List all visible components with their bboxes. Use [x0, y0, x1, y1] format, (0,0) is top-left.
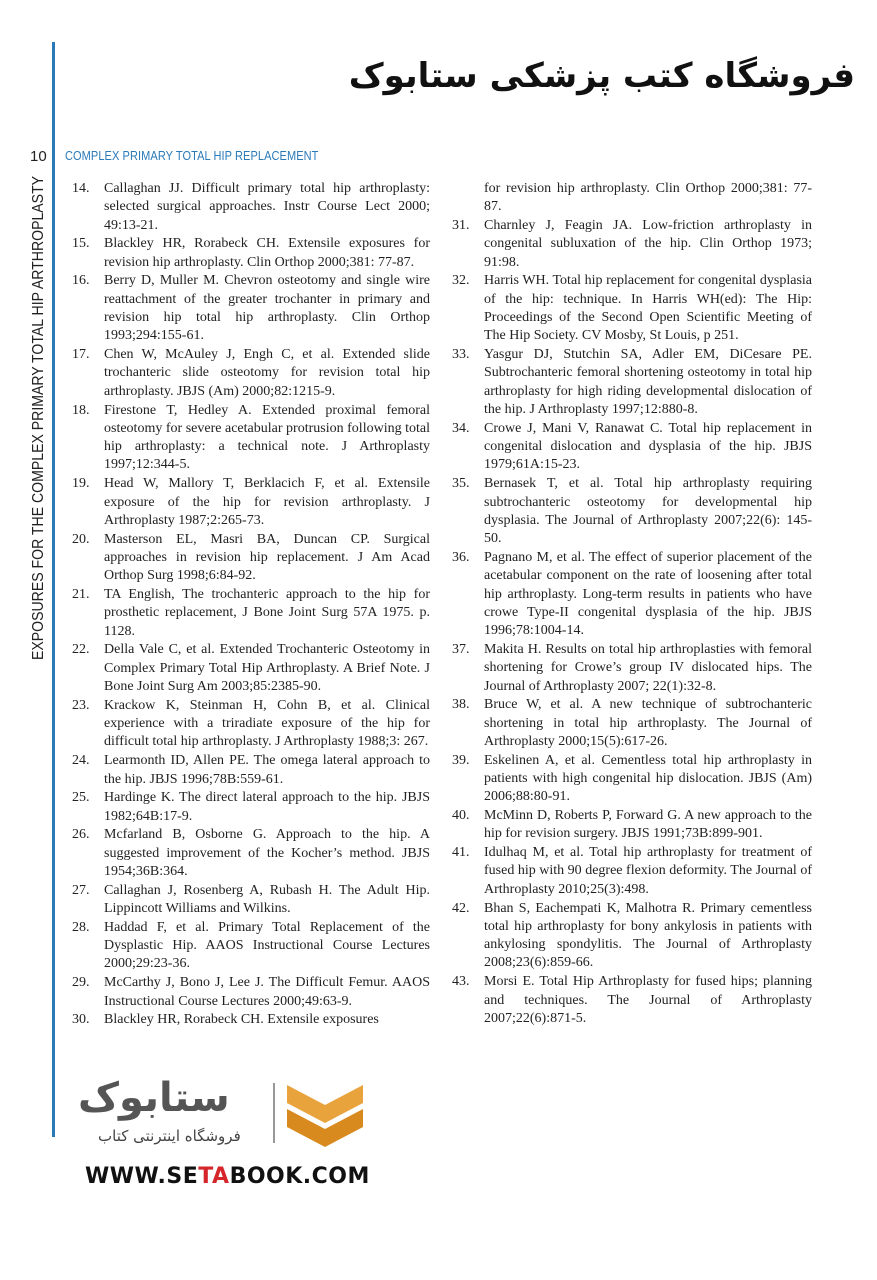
- reference-item: [452, 844, 812, 899]
- reference-item: [452, 549, 812, 640]
- reference-number: 30.: [72, 1012, 90, 1028]
- setabook-logo: [78, 1075, 378, 1155]
- page-number: 10: [30, 147, 47, 165]
- reference-text: Head W, Mallory T, Berklacich F, et al. Extensile exposure of the hip for revision arthroplasty. J Arthroplasty 1987;2:265-73.: [104, 476, 430, 528]
- margin-rule: [52, 42, 55, 1137]
- reference-text: McMinn D, Roberts P, Forward G. A new approach to the hip for revision surgery. JBJS 1991;73B:899-901.: [484, 808, 812, 842]
- reference-item: [72, 919, 430, 974]
- reference-text: Charnley J, Feagin JA. Low-friction arthroplasty in congenital subluxation of the hip. Clin Orthop 1973; 91:98.: [484, 218, 812, 270]
- reference-text: Hardinge K. The direct lateral approach to the hip. JBJS 1982;64B:17-9.: [104, 790, 430, 824]
- reference-number: 29.: [72, 975, 90, 991]
- reference-number: 43.: [452, 974, 470, 990]
- reference-number: 23.: [72, 697, 90, 713]
- reference-number: 25.: [72, 790, 90, 806]
- reference-item: [72, 641, 430, 696]
- reference-text: Eskelinen A, et al. Cementless total hip arthroplasty in patients with high congenital hip dislocation. JBJS (Am) 2006;88:80-91.: [484, 752, 812, 805]
- reference-text: Idulhaq M, et al. Total hip arthroplasty for treatment of fused hip with 90 degree flexion deformity. The Journal of Arthroplasty 2010;25(3):498.: [484, 845, 812, 897]
- chevron-emblem-icon: [283, 1079, 368, 1151]
- reference-text: Harris WH. Total hip replacement for congenital dysplasia of the hip: technique. In Harris WH(ed): The Hip: Proceedings of the Second Open Scientific Meeting of The Hip Society. CV Mosby, St Louis, p 251.: [484, 273, 812, 344]
- reference-number: 31.: [452, 218, 470, 234]
- reference-number: 19.: [72, 476, 90, 492]
- reference-item: [72, 882, 430, 919]
- reference-item: [452, 696, 812, 751]
- reference-number: 21.: [72, 587, 90, 603]
- reference-number: 17.: [72, 347, 90, 363]
- reference-item: [452, 346, 812, 419]
- reference-text: TA English, The trochanteric approach to the hip for prosthetic replacement, J Bone Joint Surg 57A 1975. p. 1128.: [104, 587, 430, 639]
- reference-text: McCarthy J, Bono J, Lee J. The Difficult Femur. AAOS Instructional Course Lectures 2000;49:63-9.: [104, 975, 430, 1009]
- logo-subtitle: فروشگاه اینترنتی کتاب: [98, 1127, 241, 1145]
- reference-text: Blackley HR, Rorabeck CH. Extensile exposures for revision hip arthroplasty. Clin Orthop 2000;381: 77-87.: [104, 236, 430, 270]
- reference-item: [452, 217, 812, 272]
- reference-number: 24.: [72, 753, 90, 769]
- reference-text: Yasgur DJ, Stutchin SA, Adler EM, DiCesare PE. Subtrochanteric femoral shortening osteotomy in total hip arthroplasty for high riding developmental dislocation of the hip. J Arthroplasty 1997;12:880-8.: [484, 347, 812, 418]
- reference-text: Bernasek T, et al. Total hip arthroplasty requiring subtrochanteric osteotomy for developmental hip dysplasia. The Journal of Arthroplasty 2007;22(6): 145-50.: [484, 476, 812, 547]
- reference-number: 39.: [452, 752, 470, 768]
- reference-item: [72, 235, 430, 272]
- reference-text: Haddad F, et al. Primary Total Replacement of the Dysplastic Hip. AAOS Instructional Course Lectures 2000;29:23-36.: [104, 919, 430, 972]
- reference-item: [452, 641, 812, 696]
- reference-number: 16.: [72, 273, 90, 289]
- reference-item: [72, 974, 430, 1011]
- references-column-left: [72, 180, 430, 1030]
- website-accent: TA: [198, 1164, 230, 1189]
- reference-text: Callaghan J, Rosenberg A, Rubash H. The Adult Hip. Lippincott Williams and Wilkins.: [104, 882, 430, 917]
- reference-text: Callaghan JJ. Difficult primary total hip arthroplasty: selected surgical approaches. Instr Course Lect 2000; 49:13-21.: [104, 181, 430, 233]
- reference-text: Bruce W, et al. A new technique of subtrochanteric shortening in total hip arthroplasty. The Journal of Arthroplasty 2000;15(5):617-26.: [484, 697, 812, 749]
- reference-number: 32.: [452, 273, 470, 289]
- reference-text: Bhan S, Eachempati K, Malhotra R. Primary cementless total hip arthroplasty for bony ankylosis in patients with ankylosing spondylitis. The Journal of Arthroplasty 2008;23(6):859-66.: [484, 900, 812, 971]
- reference-continuation: for revision hip arthroplasty. Clin Orthop 2000;381: 77-87.: [484, 181, 812, 215]
- reference-item: [72, 402, 430, 475]
- reference-number: 38.: [452, 697, 470, 713]
- reference-number: 27.: [72, 882, 90, 898]
- reference-item: [72, 475, 430, 530]
- reference-text: Blackley HR, Rorabeck CH. Extensile exposures: [104, 1012, 379, 1028]
- store-watermark-title: فروشگاه کتب پزشکی ستابوک: [348, 56, 855, 96]
- reference-number: 35.: [452, 476, 470, 492]
- reference-item: [72, 346, 430, 401]
- reference-number: 36.: [452, 549, 470, 565]
- reference-number: 18.: [72, 402, 90, 418]
- reference-item: [72, 752, 430, 789]
- reference-text: Firestone T, Hedley A. Extended proximal femoral osteotomy for severe acetabular protrusion following total hip arthroplasty: a technical note. J Arthroplasty 1997;12:344-5.: [104, 402, 430, 473]
- reference-text: Pagnano M, et al. The effect of superior placement of the acetabular component on the rate of loosening after total hip arthroplasty. Long-term results in patients who have crowe Type-II congenital dysplasia of the hip. JBJS 1996;78:1004-14.: [484, 549, 812, 639]
- reference-number: 37.: [452, 641, 470, 657]
- running-title: COMPLEX PRIMARY TOTAL HIP REPLACEMENT: [65, 149, 319, 163]
- reference-number: 33.: [452, 347, 470, 363]
- reference-item: [452, 420, 812, 475]
- website-url[interactable]: [85, 1164, 370, 1189]
- reference-text: Della Vale C, et al. Extended Trochanteric Osteotomy in Complex Primary Total Hip Arthroplasty. A Brief Note. J Bone Joint Surg Am 2003;85:2385-90.: [104, 642, 430, 695]
- reference-text: Crowe J, Mani V, Ranawat C. Total hip replacement in congenital dislocation and dysplasia of the hip. JBJS 1979;61A:15-23.: [484, 420, 812, 473]
- reference-number: 22.: [72, 642, 90, 658]
- reference-text: Makita H. Results on total hip arthroplasties with femoral shortening for Crowe’s group IV dislocated hips. The Journal of Arthroplasty 2007; 22(1):32-8.: [484, 641, 812, 694]
- reference-text: Chen W, McAuley J, Engh C, et al. Extended slide trochanteric slide osteotomy for revision total hip arthroplasty. JBJS (Am) 2000;82:1215-9.: [104, 347, 430, 399]
- reference-item: [452, 973, 812, 1028]
- reference-item: [452, 807, 812, 844]
- reference-item: [72, 180, 430, 235]
- reference-text: Morsi E. Total Hip Arthroplasty for fused hips; planning and techniques. The Journal of Arthroplasty 2007;22(6):871-5.: [484, 974, 812, 1026]
- reference-number: 40.: [452, 808, 470, 824]
- reference-item: [452, 752, 812, 807]
- reference-number: 41.: [452, 845, 470, 861]
- reference-item: [72, 826, 430, 881]
- website-prefix: WWW.SE: [85, 1164, 199, 1189]
- reference-text: Masterson EL, Masri BA, Duncan CP. Surgical approaches in revision hip replacement. J Am Acad Orthop Surg 1998;6:84-92.: [104, 531, 430, 584]
- reference-list-right: [452, 217, 812, 1028]
- reference-number: 26.: [72, 827, 90, 843]
- reference-item: [452, 900, 812, 973]
- reference-text: Learmonth ID, Allen PE. The omega lateral approach to the hip. JBJS 1996;78B:559-61.: [104, 753, 430, 787]
- references-column-right: [452, 180, 812, 1029]
- running-header: [30, 146, 353, 166]
- reference-item: [72, 697, 430, 752]
- reference-text: Mcfarland B, Osborne G. Approach to the hip. A suggested improvement of the Kocher’s method. JBJS 1954;36B:364.: [104, 827, 430, 879]
- reference-item: [452, 475, 812, 548]
- reference-number: 14.: [72, 181, 90, 196]
- reference-item: [72, 1011, 430, 1029]
- reference-item: [72, 586, 430, 641]
- chapter-side-title-text: EXPOSURES FOR THE COMPLEX PRIMARY TOTAL HIP ARTHROPLASTY: [30, 175, 47, 660]
- reference-number: 42.: [452, 900, 470, 916]
- reference-number: 34.: [452, 420, 470, 436]
- reference-item: [452, 272, 812, 345]
- logo-divider: [273, 1083, 275, 1143]
- reference-item: [72, 272, 430, 345]
- reference-number: 28.: [72, 919, 90, 935]
- reference-number: 15.: [72, 236, 90, 252]
- website-suffix: BOOK.COM: [229, 1164, 370, 1189]
- reference-number: 20.: [72, 531, 90, 547]
- reference-text: Krackow K, Steinman H, Cohn B, et al. Clinical experience with a triradiate exposure of the hip for difficult total hip arthroplasty. J Arthroplasty 1988;3: 267.: [104, 697, 430, 750]
- logo-wordmark: ستابوک: [78, 1075, 230, 1121]
- reference-list-left: [72, 180, 430, 1030]
- reference-item: [72, 531, 430, 586]
- chapter-side-title: [30, 175, 48, 660]
- reference-item: [72, 789, 430, 826]
- reference-text: Berry D, Muller M. Chevron osteotomy and single wire reattachment of the greater trochanter in primary and revision hip total hip arthroplasty. Clin Orthop 1993;294:155-61.: [104, 273, 430, 344]
